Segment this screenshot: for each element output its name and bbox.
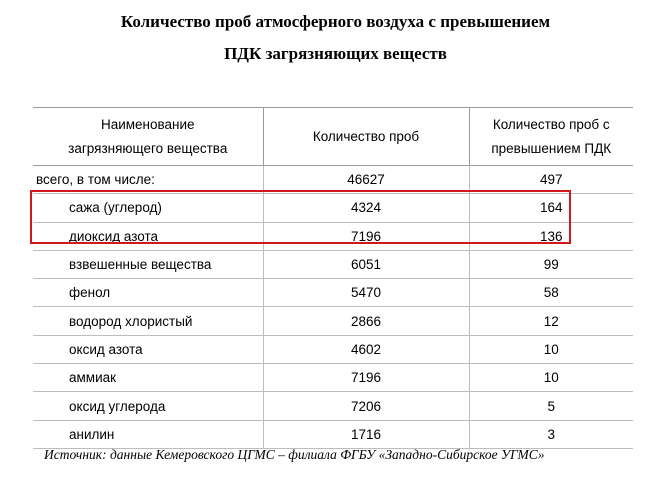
row-exceed: 164 [469,194,633,222]
row-exceed: 10 [469,335,633,363]
header-name-line-1: Наименование [100,116,195,132]
row-name: оксид азота [33,335,263,363]
row-name: анилин [33,420,263,448]
row-name: оксид углерода [33,392,263,420]
row-samples: 2866 [263,307,469,335]
table-row [33,166,633,194]
row-name: сажа (углерод) [33,194,263,222]
row-name: аммиак [33,364,263,392]
row-exceed: 497 [469,166,633,194]
source-note: Источник: данные Кемеровского ЦГМС – филиала ФГБУ «Западно-Сибирское УГМС» [44,447,545,462]
row-name: фенол [33,279,263,307]
table-row [33,364,633,392]
row-exceed: 99 [469,250,633,278]
row-name: водород хлористый [33,307,263,335]
pollutants-table [33,107,633,449]
row-samples: 6051 [263,250,469,278]
row-name: взвешенные вещества [33,250,263,278]
header-exceed-line-1: Количество проб с [492,116,610,132]
header-exceed-line-2: превышением ПДК [491,140,612,156]
table-row [33,194,633,222]
table-row [33,279,633,307]
row-exceed: 58 [469,279,633,307]
table-header-row [33,108,633,166]
row-exceed: 3 [469,420,633,448]
table-row [33,222,633,250]
row-name: диоксид азота [33,222,263,250]
title-line-1: Количество проб атмосферного воздуха с превышением [120,12,551,31]
row-samples: 46627 [263,166,469,194]
header-exceed-count [469,108,633,166]
row-exceed: 5 [469,392,633,420]
row-samples: 4324 [263,194,469,222]
row-exceed: 10 [469,364,633,392]
row-samples: 7196 [263,364,469,392]
row-samples: 7196 [263,222,469,250]
table-row [33,307,633,335]
title-line-2: ПДК загрязняющих веществ [224,44,447,63]
row-samples: 1716 [263,420,469,448]
header-name-line-2: загрязняющего вещества [68,140,228,156]
table-row [33,420,633,448]
row-samples: 7206 [263,392,469,420]
table-row [33,392,633,420]
row-exceed: 12 [469,307,633,335]
row-exceed: 136 [469,222,633,250]
table-row [33,250,633,278]
row-name: всего, в том числе: [33,166,263,194]
table-row [33,335,633,363]
row-samples: 4602 [263,335,469,363]
header-samples-count: Количество проб [263,108,469,166]
row-samples: 5470 [263,279,469,307]
header-pollutant-name [33,108,263,166]
